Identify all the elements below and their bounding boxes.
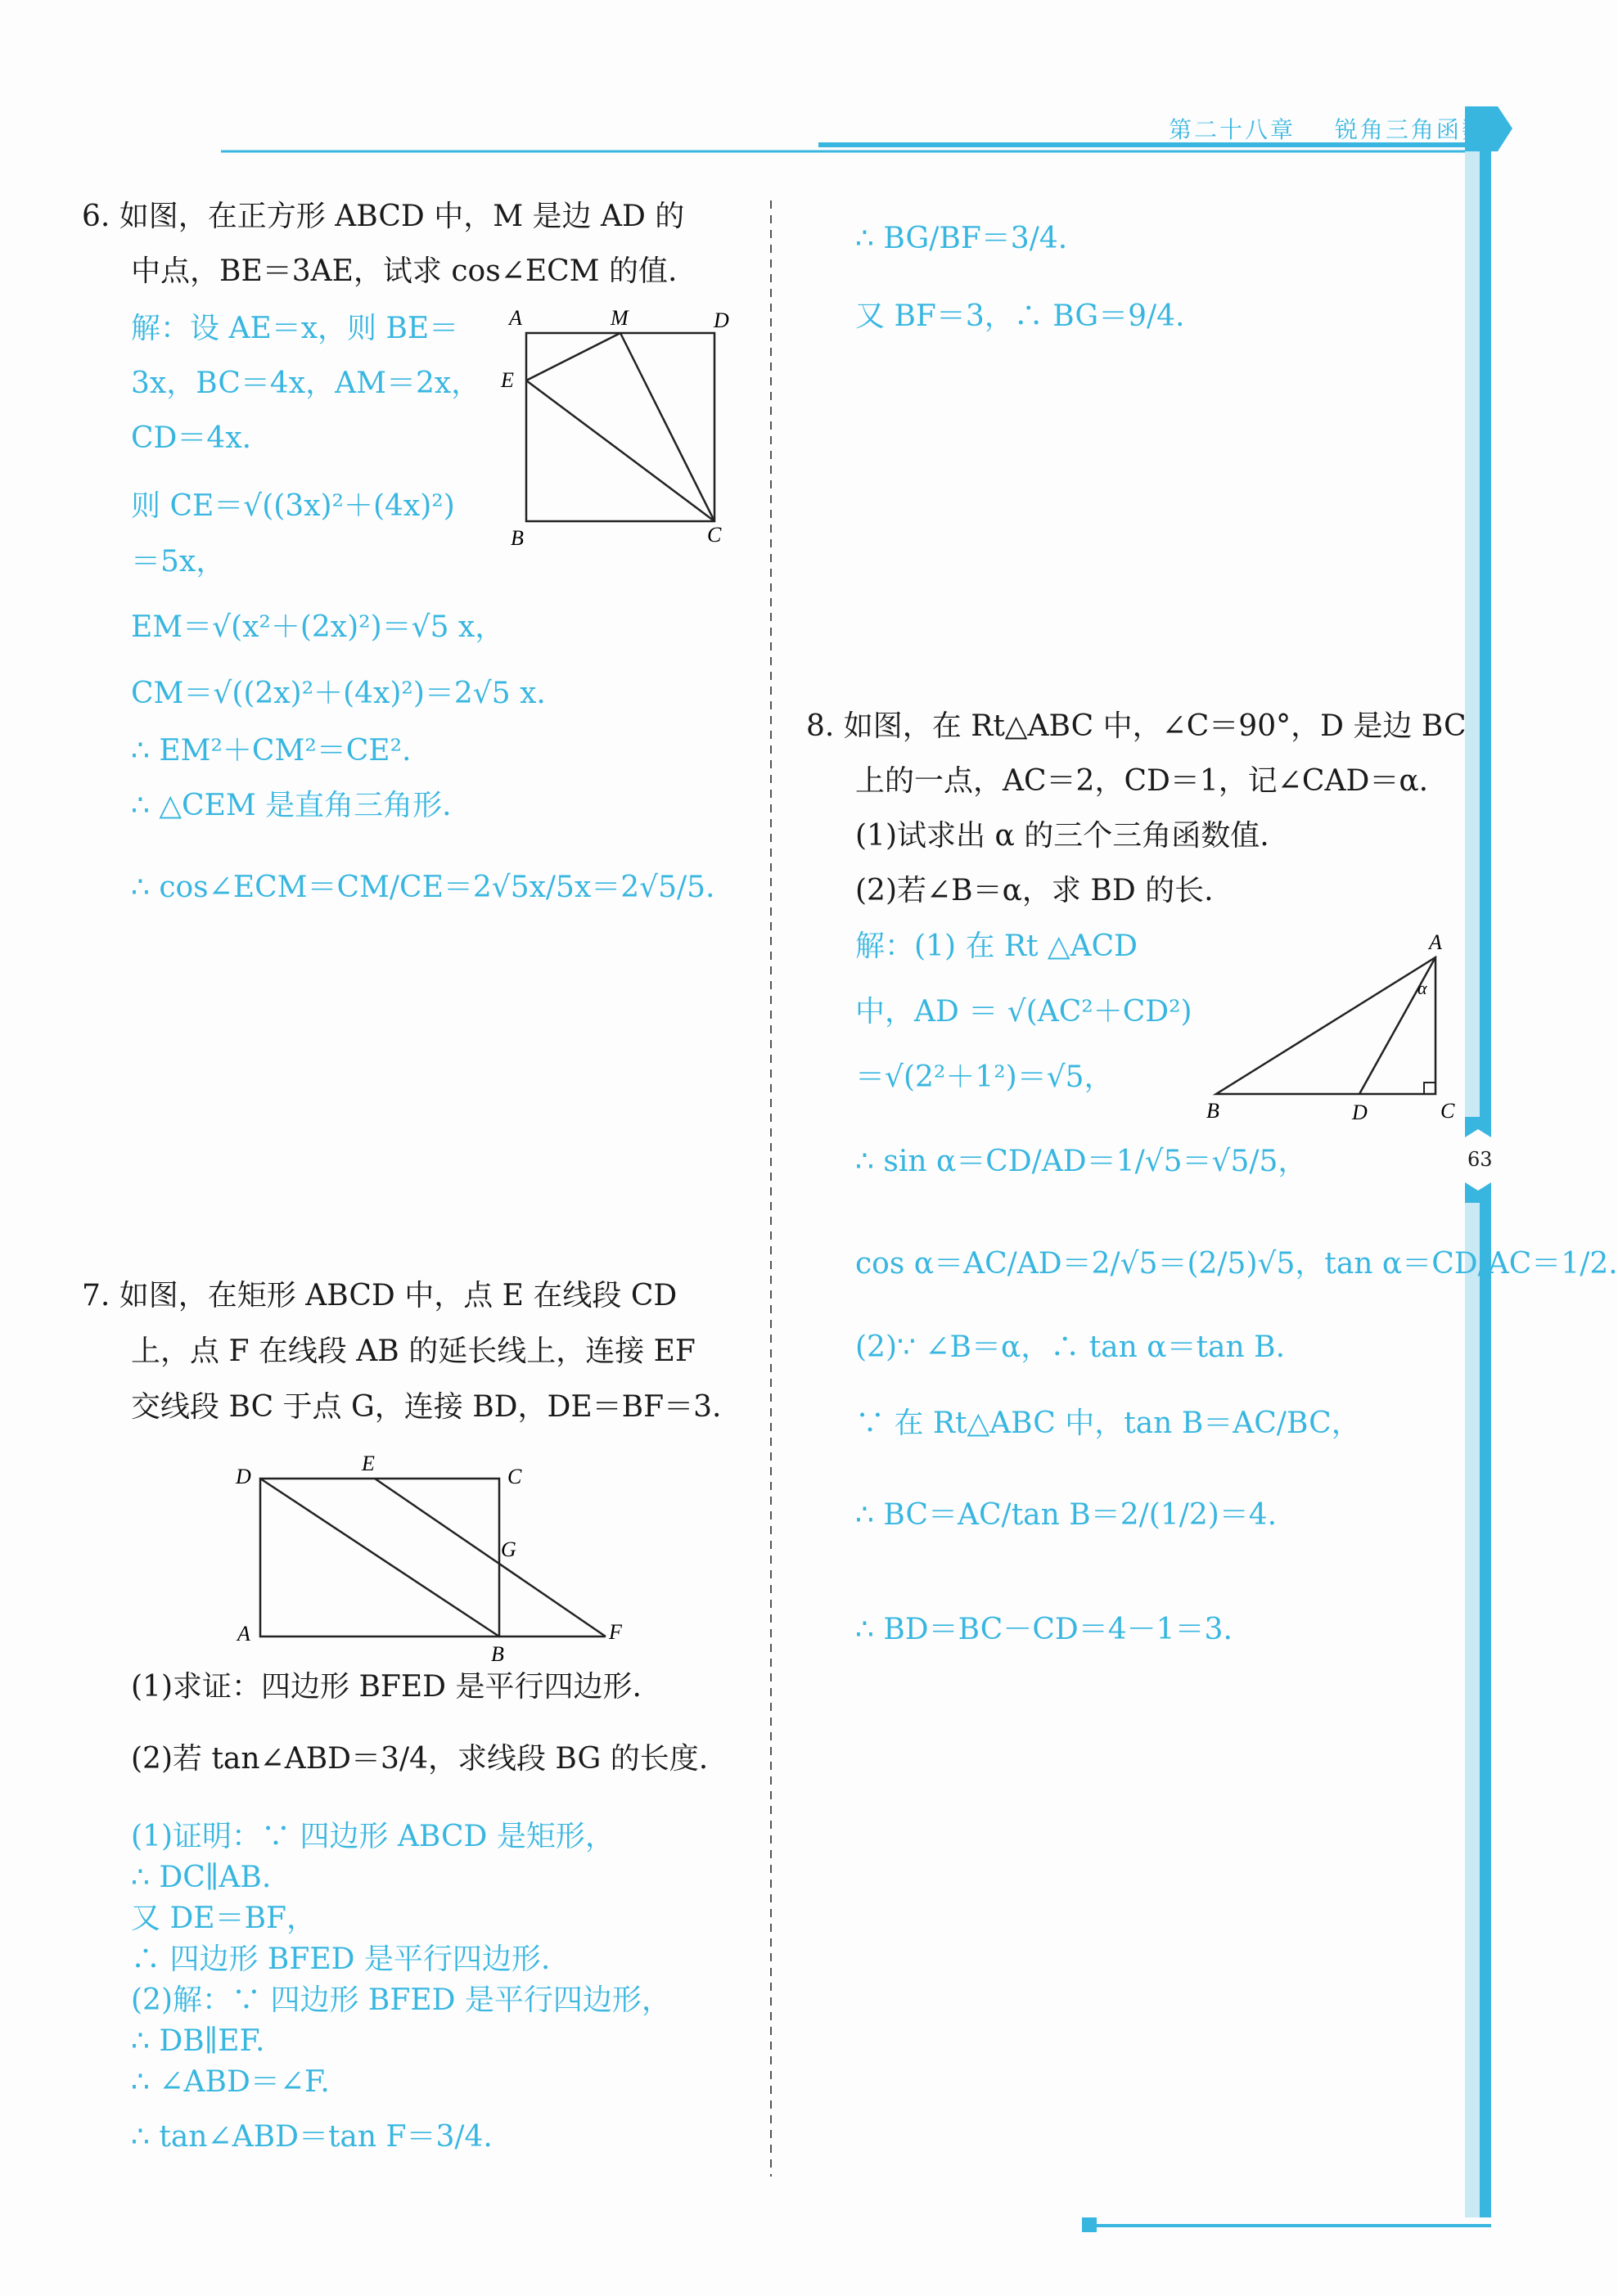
q7-ans-6: ∴ DB∥EF.	[131, 2024, 265, 2058]
chapter-number: 第二十八章	[1169, 116, 1296, 143]
q8-ans-1: 解：(1) 在 Rt △ACD	[855, 930, 1138, 963]
q7-ans-3: 又 DE＝BF，	[131, 1902, 317, 1935]
q7-fig-label-a: A	[237, 1622, 250, 1645]
q6-ans-9: ∴ △CEM 是直角三角形.	[131, 789, 452, 822]
q8-ans-2: 中，AD ＝ √(AC²＋CD²)	[855, 995, 1192, 1029]
q6-fig-label-c: C	[707, 523, 722, 547]
q6-ans-5: ＝5x，	[131, 545, 226, 579]
q6-ans-2: 3x，BC＝4x，AM＝2x，	[131, 367, 481, 400]
q6-figure	[491, 303, 729, 550]
q8-line-2: 上的一点，AC＝2，CD＝1，记∠CAD＝α.	[855, 764, 1429, 798]
q7-ans-10: 又 BF＝3，∴ BG＝9/4.	[855, 299, 1185, 333]
q8-ans-9: ∴ BD＝BC－CD＝4－1＝3.	[855, 1613, 1233, 1646]
q8-figure	[1195, 925, 1473, 1124]
q7-ans-8: ∴ tan∠ABD＝tan F＝3/4.	[131, 2120, 493, 2154]
q6-line-1: 6. 如图，在正方形 ABCD 中，M 是边 AD 的	[82, 200, 685, 233]
q6-line-2: 中点，BE＝3AE，试求 cos∠ECM 的值.	[131, 254, 678, 288]
q6-ans-7: CM＝√((2x)²＋(4x)²)＝2√5 x.	[131, 677, 546, 710]
q7-line-5: (2)若 tan∠ABD＝3/4，求线段 BG 的长度.	[131, 1742, 709, 1776]
q6-ans-3: CD＝4x.	[131, 421, 252, 455]
q8-fig-label-b: B	[1206, 1099, 1219, 1123]
chapter-section: 锐角三角函数	[1334, 116, 1487, 143]
q8-line-1: 8. 如图，在 Rt△ABC 中，∠C＝90°，D 是边 BC	[806, 709, 1467, 743]
q8-ans-6: (2)∵ ∠B＝α，∴ tan α＝tan B.	[855, 1330, 1286, 1364]
q6-fig-label-b: B	[511, 526, 524, 550]
page-number: 63	[1467, 1148, 1493, 1171]
q7-ans-5: (2)解：∵ 四边形 BFED 是平行四边形，	[131, 1983, 671, 2017]
q6-fig-label-m: M	[611, 306, 629, 330]
q6-ans-6: EM＝√(x²＋(2x)²)＝√5 x，	[131, 610, 505, 644]
q7-ans-9: ∴ BG/BF＝3/4.	[855, 222, 1068, 255]
q6-ans-10: ∴ cos∠ECM＝CM/CE＝2√5x/5x＝2√5/5.	[131, 871, 715, 904]
q8-fig-label-c: C	[1440, 1099, 1455, 1123]
q8-fig-label-alpha: α	[1417, 978, 1427, 998]
q8-line-4: (2)若∠B＝α，求 BD 的长.	[855, 874, 1214, 907]
q7-fig-label-d: D	[236, 1465, 251, 1488]
q7-line-2: 上，点 F 在线段 AB 的延长线上，连接 EF	[131, 1335, 696, 1368]
q6-fig-label-e: E	[501, 368, 514, 392]
q8-ans-8: ∴ BC＝AC/tan B＝2/(1/2)＝4.	[855, 1498, 1278, 1532]
q7-ans-7: ∴ ∠ABD＝∠F.	[131, 2065, 330, 2099]
q6-ans-1: 解：设 AE＝x，则 BE＝	[131, 312, 459, 345]
q7-line-4: (1)求证：四边形 BFED 是平行四边形.	[131, 1670, 642, 1704]
q8-fig-label-a: A	[1429, 930, 1442, 954]
q7-line-1: 7. 如图，在矩形 ABCD 中，点 E 在线段 CD	[82, 1279, 678, 1312]
chapter-title	[1169, 112, 1487, 148]
q7-ans-4: ∴ 四边形 BFED 是平行四边形.	[131, 1943, 551, 1976]
q7-fig-label-f: F	[609, 1620, 622, 1644]
q7-fig-label-b: B	[491, 1642, 504, 1666]
q7-figure	[229, 1444, 655, 1665]
q8-ans-7: ∵ 在 Rt△ABC 中，tan B＝AC/BC，	[855, 1407, 1361, 1440]
q8-ans-3: ＝√(2²＋1²)＝√5，	[855, 1060, 1114, 1094]
q7-fig-label-e: E	[362, 1452, 375, 1475]
q6-fig-label-a: A	[509, 306, 522, 330]
q7-ans-2: ∴ DC∥AB.	[131, 1861, 272, 1894]
q6-ans-4: 则 CE＝√((3x)²＋(4x)²)	[131, 489, 455, 523]
q7-fig-label-g: G	[501, 1537, 516, 1561]
q6-ans-8: ∴ EM²＋CM²＝CE².	[131, 734, 412, 768]
q8-line-3: (1)试求出 α 的三个三角函数值.	[855, 819, 1269, 853]
q8-fig-label-d: D	[1352, 1101, 1368, 1124]
q7-ans-1: (1)证明：∵ 四边形 ABCD 是矩形，	[131, 1820, 615, 1853]
q7-fig-label-c: C	[507, 1465, 522, 1488]
q6-fig-label-d: D	[714, 308, 729, 332]
q8-ans-4: ∴ sin α＝CD/AD＝1/√5＝√5/5，	[855, 1145, 1308, 1178]
q7-line-3: 交线段 BC 于点 G，连接 BD，DE＝BF＝3.	[131, 1390, 722, 1424]
q8-ans-5: cos α＝AC/AD＝2/√5＝(2/5)√5，tan α＝CD/AC＝1/2.	[855, 1247, 1618, 1281]
